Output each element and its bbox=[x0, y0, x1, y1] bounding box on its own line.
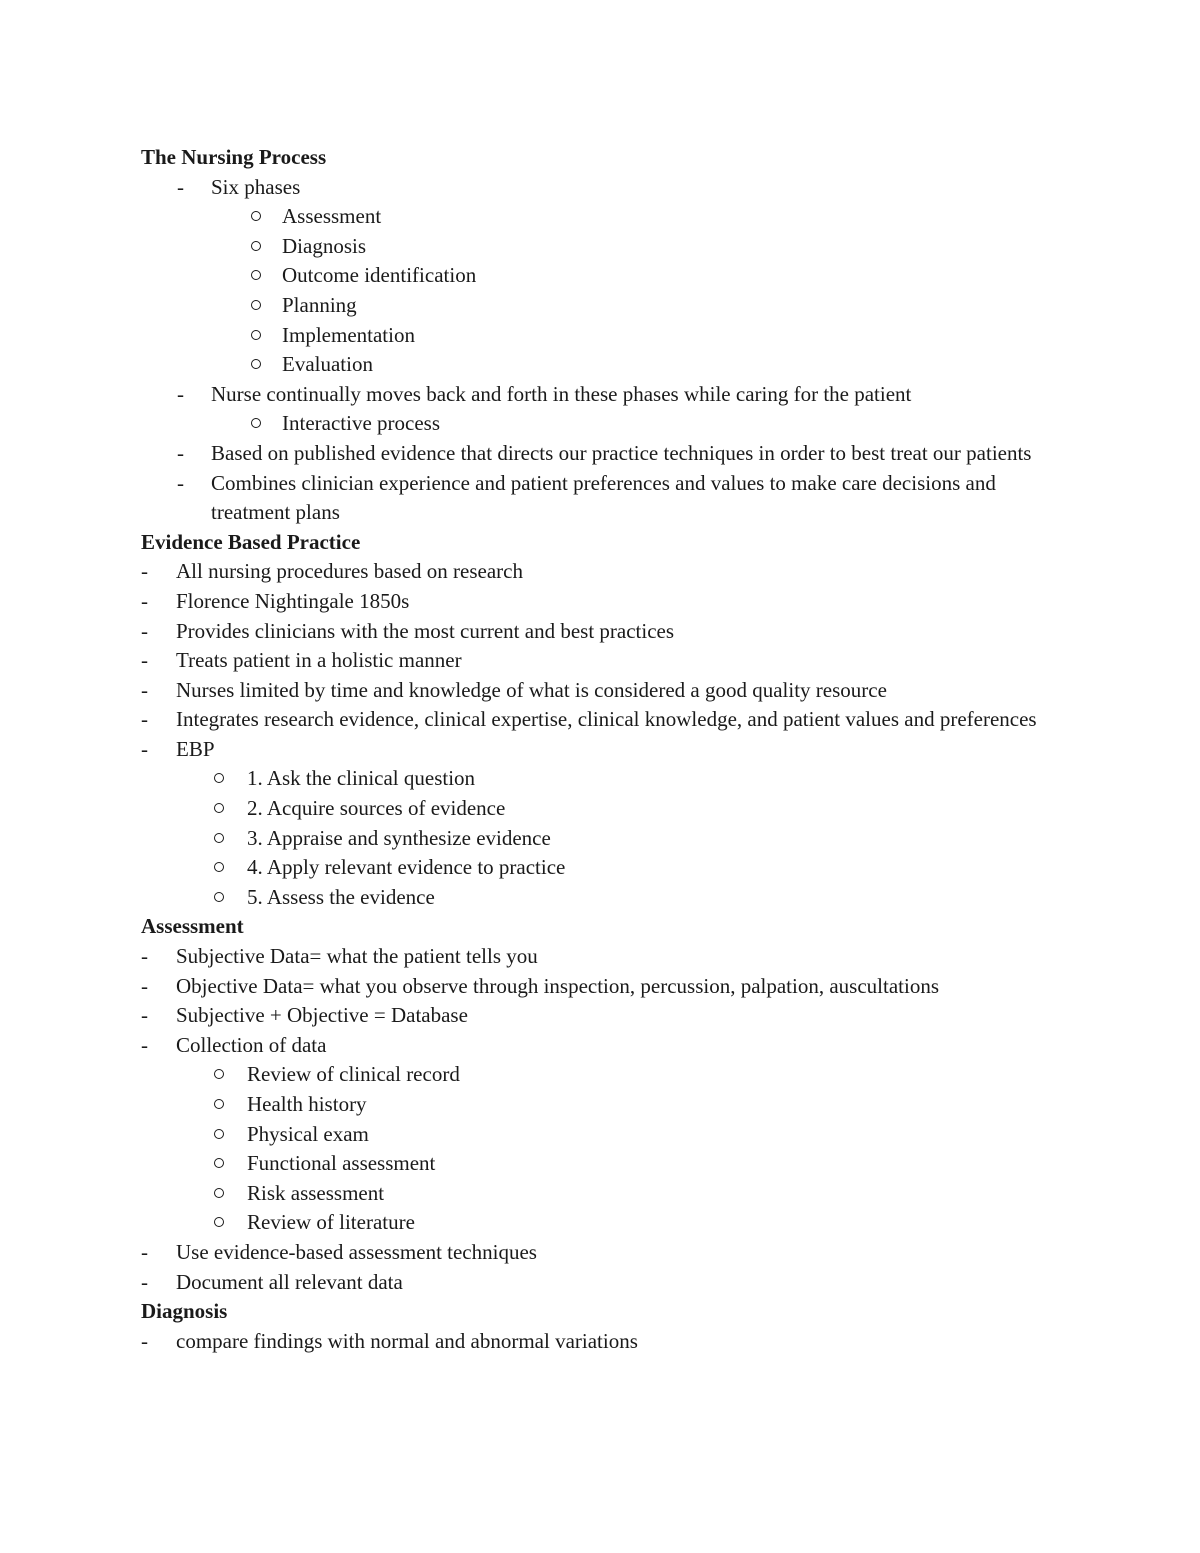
circle-bullet-icon bbox=[214, 862, 224, 872]
list-item: Review of literature bbox=[141, 1208, 1061, 1238]
list-item: 2. Acquire sources of evidence bbox=[141, 794, 1061, 824]
dash-bullet: - bbox=[177, 174, 184, 199]
list-item: 1. Ask the clinical question bbox=[141, 764, 1061, 794]
list-item: - Nurses limited by time and knowledge of what is considered a good quality resource bbox=[141, 676, 1061, 706]
dash-bullet: - bbox=[177, 381, 184, 406]
list-item: Outcome identification bbox=[141, 261, 1061, 291]
list-item: - Subjective + Objective = Database bbox=[141, 1001, 1061, 1031]
list-item: Diagnosis bbox=[141, 232, 1061, 262]
list-item: - Provides clinicians with the most current and best practices bbox=[141, 617, 1061, 647]
list-item: - Florence Nightingale 1850s bbox=[141, 587, 1061, 617]
dash-bullet: - bbox=[141, 707, 148, 732]
circle-bullet-icon bbox=[214, 833, 224, 843]
section-title-ebp: Evidence Based Practice bbox=[141, 529, 361, 554]
list-item: Interactive process bbox=[141, 409, 1061, 439]
list-item: - All nursing procedures based on research bbox=[141, 557, 1061, 587]
circle-bullet-icon bbox=[214, 1188, 224, 1198]
dash-bullet: - bbox=[141, 973, 148, 998]
list-item: - Six phases bbox=[141, 173, 1061, 203]
circle-bullet-icon bbox=[251, 359, 261, 369]
circle-bullet-icon bbox=[251, 211, 261, 221]
circle-bullet-icon bbox=[214, 892, 224, 902]
dash-bullet: - bbox=[141, 559, 148, 584]
document-content bbox=[141, 143, 1061, 1356]
dash-bullet: - bbox=[141, 736, 148, 761]
circle-bullet-icon bbox=[251, 270, 261, 280]
dash-bullet: - bbox=[141, 648, 148, 673]
list-item: - Document all relevant data bbox=[141, 1268, 1061, 1298]
list-item: - EBP bbox=[141, 735, 1061, 765]
list-item: - Use evidence-based assessment techniques bbox=[141, 1238, 1061, 1268]
circle-bullet-icon bbox=[214, 1099, 224, 1109]
list-item: Risk assessment bbox=[141, 1179, 1061, 1209]
list-item: - Combines clinician experience and patient preferences and values to make care decisions and treatment plans bbox=[177, 470, 996, 525]
circle-bullet-icon bbox=[251, 418, 261, 428]
section-title-diagnosis: Diagnosis bbox=[141, 1299, 228, 1324]
dash-bullet: - bbox=[141, 944, 148, 969]
list-item: - Based on published evidence that directs our practice techniques in order to best treat our patients bbox=[141, 439, 1061, 469]
list-item: Evaluation bbox=[141, 350, 1061, 380]
list-item: Assessment bbox=[141, 202, 1061, 232]
list-item: Functional assessment bbox=[141, 1149, 1061, 1179]
circle-bullet-icon bbox=[214, 773, 224, 783]
list-item: - Subjective Data= what the patient tells you bbox=[141, 942, 1061, 972]
dash-bullet: - bbox=[141, 1003, 148, 1028]
list-item: 5. Assess the evidence bbox=[141, 883, 1061, 913]
list-item: Review of clinical record bbox=[141, 1060, 1061, 1090]
list-item: Physical exam bbox=[141, 1120, 1061, 1150]
list-item: Health history bbox=[141, 1090, 1061, 1120]
list-item: 4. Apply relevant evidence to practice bbox=[141, 853, 1061, 883]
dash-bullet: - bbox=[141, 618, 148, 643]
dash-bullet: - bbox=[177, 470, 184, 495]
dash-bullet: - bbox=[141, 1239, 148, 1264]
circle-bullet-icon bbox=[251, 330, 261, 340]
dash-bullet: - bbox=[141, 1032, 148, 1057]
list-item: 3. Appraise and synthesize evidence bbox=[141, 824, 1061, 854]
list-item: - compare findings with normal and abnormal variations bbox=[141, 1327, 1061, 1357]
circle-bullet-icon bbox=[214, 1158, 224, 1168]
section-title-nursing-process: The Nursing Process bbox=[141, 145, 327, 169]
list-item: - Collection of data bbox=[141, 1031, 1061, 1061]
list-item: Planning bbox=[141, 291, 1061, 321]
circle-bullet-icon bbox=[214, 803, 224, 813]
dash-bullet: - bbox=[141, 677, 148, 702]
list-item: Implementation bbox=[141, 321, 1061, 351]
circle-bullet-icon bbox=[251, 241, 261, 251]
dash-bullet: - bbox=[141, 1269, 148, 1294]
list-item: - Integrates research evidence, clinical expertise, clinical knowledge, and patient values and preferences bbox=[141, 705, 1061, 735]
circle-bullet-icon bbox=[214, 1129, 224, 1139]
section-title-assessment: Assessment bbox=[141, 914, 244, 939]
dash-bullet: - bbox=[141, 1328, 148, 1353]
list-item: - Nurse continually moves back and forth in these phases while caring for the patient bbox=[141, 380, 1061, 410]
circle-bullet-icon bbox=[214, 1069, 224, 1079]
list-item: - Treats patient in a holistic manner bbox=[141, 646, 1061, 676]
dash-bullet: - bbox=[141, 588, 148, 613]
circle-bullet-icon bbox=[214, 1217, 224, 1227]
dash-bullet: - bbox=[177, 440, 184, 465]
list-item: - Objective Data= what you observe through inspection, percussion, palpation, auscultations bbox=[141, 972, 1061, 1002]
circle-bullet-icon bbox=[251, 300, 261, 310]
